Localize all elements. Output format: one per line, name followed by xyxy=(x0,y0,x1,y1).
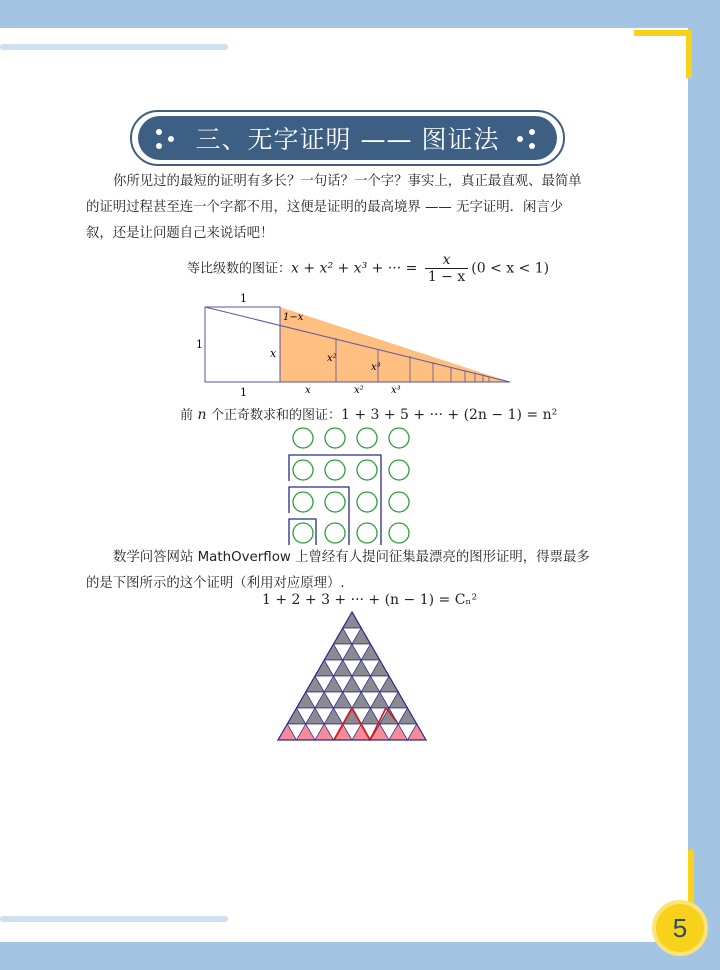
geometric-caption-label: 等比级数的图证： xyxy=(187,261,292,277)
dots-right-icon xyxy=(517,126,539,154)
label-bottom-one: 1 xyxy=(240,386,247,399)
page-number: 5 xyxy=(672,912,688,943)
circle-r1c1 xyxy=(293,428,313,448)
geometric-series-caption xyxy=(187,252,549,285)
label-x2-mid: x² xyxy=(327,353,337,364)
geometric-condition: (0 < x < 1) xyxy=(471,260,550,277)
label-x-side: x xyxy=(270,347,277,360)
circle-r2c2 xyxy=(325,460,345,480)
fraction-numerator: x xyxy=(425,252,468,269)
circle-r4c1 xyxy=(293,523,313,543)
triangle-cell-gray xyxy=(343,612,362,628)
triangle-sum-formula: 1 + 2 + 3 + ··· + (n − 1) = Cₙ² xyxy=(262,592,478,608)
odd-caption-suffix: 个正奇数求和的图证： xyxy=(210,408,341,423)
label-x2-bottom: x² xyxy=(354,385,364,396)
section-title: 三、无字证明 —— 图证法 xyxy=(195,125,500,154)
triangle-sum-caption xyxy=(262,592,477,608)
label-x-bottom: x xyxy=(305,385,311,396)
section-banner xyxy=(130,110,565,166)
geometric-series-figure xyxy=(190,290,520,400)
label-one-minus-x: 1−x xyxy=(283,312,304,323)
circle-r2c1 xyxy=(293,460,313,480)
page-number-badge xyxy=(652,900,708,956)
top-decor-line xyxy=(0,44,228,50)
unit-square xyxy=(205,307,280,382)
odd-sum-l-shapes xyxy=(289,455,381,545)
intro-paragraph xyxy=(86,169,651,247)
circle-r3c4 xyxy=(389,492,409,512)
label-top-one: 1 xyxy=(240,292,247,305)
odd-sum-circles xyxy=(293,428,409,543)
intro-line-2: 的证明过程甚至连一个字都不用，这便是证明的最高境界 —— 无字证明．闲言少 xyxy=(86,200,564,215)
circle-r1c2 xyxy=(325,428,345,448)
odd-sum-caption xyxy=(180,404,557,423)
mathoverflow-line-2: 的是下图所示的这个证明（利用对应原理）. xyxy=(86,576,345,591)
geometric-lhs: x + x² + x³ + ··· = xyxy=(291,260,418,277)
circle-r3c2 xyxy=(325,492,345,512)
circle-r2c3 xyxy=(357,460,377,480)
dots-left-icon xyxy=(156,126,178,154)
circle-r3c1 xyxy=(293,492,313,512)
geometric-fraction xyxy=(425,252,468,285)
circle-r2c4 xyxy=(389,460,409,480)
l-shape-2 xyxy=(289,487,349,545)
mathoverflow-line-1: 数学问答网站 MathOverflow 上曾经有人提问征集最漂亮的图形证明，得票最多 xyxy=(113,550,590,565)
odd-caption-n: n xyxy=(197,407,207,423)
intro-line-1: 你所见过的最短的证明有多长？一句话？一个字？事实上，真正最直观、最简单 xyxy=(113,174,582,189)
triangle-figure xyxy=(272,608,432,744)
label-x3-bottom: x³ xyxy=(391,385,401,396)
label-left-one: 1 xyxy=(196,338,203,351)
l-shape-3 xyxy=(289,455,381,545)
triangle-cells xyxy=(278,612,426,740)
series-shaded-region xyxy=(280,307,510,382)
circle-r4c3 xyxy=(357,523,377,543)
odd-sum-formula: 1 + 3 + 5 + ··· + (2n − 1) = n² xyxy=(340,407,558,423)
fraction-denominator: 1 − x xyxy=(427,269,466,285)
circle-r4c4 xyxy=(389,523,409,543)
circle-r1c4 xyxy=(389,428,409,448)
odd-sum-figure xyxy=(285,425,415,547)
odd-caption-prefix: 前 xyxy=(180,408,194,423)
bottom-decor-line xyxy=(0,916,228,922)
circle-r3c3 xyxy=(357,492,377,512)
mathoverflow-paragraph xyxy=(86,545,651,597)
yellow-corner-top xyxy=(634,30,692,78)
intro-line-3: 叙，还是让问题自己来说话吧！ xyxy=(86,226,274,241)
label-x3-mid: x³ xyxy=(371,362,381,373)
circle-r1c3 xyxy=(357,428,377,448)
circle-r4c2 xyxy=(325,523,345,543)
section-banner-fill xyxy=(138,116,557,160)
